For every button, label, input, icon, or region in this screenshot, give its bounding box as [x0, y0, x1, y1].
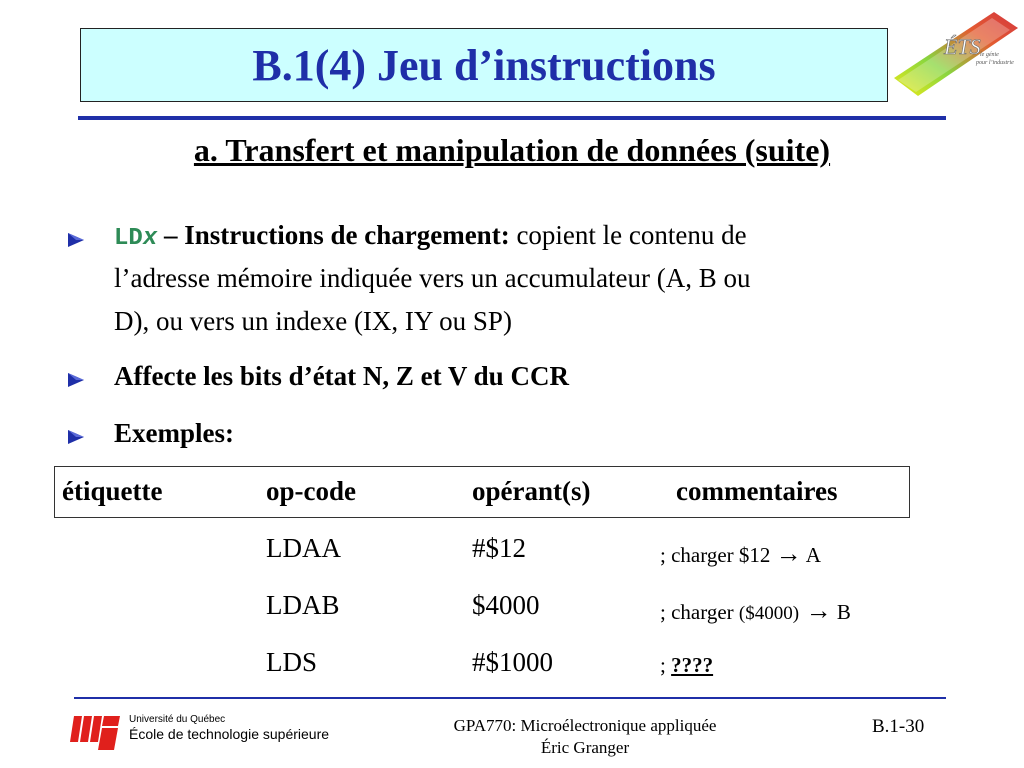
slide-title: B.1(4) Jeu d’instructions [252, 40, 716, 90]
bullet-ld-line1: LDx – Instructions de chargement: copient le contenu de [114, 220, 747, 252]
row-1-comment: ; charger $12 → A [660, 539, 821, 568]
bottom-rule [74, 697, 946, 699]
bullet-arrow-icon [66, 370, 86, 390]
ets-logo [892, 6, 1022, 106]
row-1-opcode: LDAA [266, 533, 341, 563]
arrow-right-icon: → [799, 596, 832, 625]
bullet-arrow-icon [66, 427, 86, 447]
arrow-right-icon: → [775, 539, 802, 568]
row-3-comment: ; ???? [660, 653, 714, 677]
course-name: GPA770: Microélectronique appliquée [453, 716, 717, 735]
university-name: Université du Québec [129, 714, 226, 725]
top-rule [78, 116, 946, 120]
header-comment: commentaires [676, 476, 838, 506]
section-subtitle: a. Transfert et manipulation de données (suite) [193, 132, 831, 168]
bullet-flags: Affecte les bits d’état N, Z et V du CCR [114, 361, 569, 391]
school-name: École de technologie supérieure [129, 726, 330, 742]
row-1-operand: #$12 [472, 533, 526, 563]
header-opcode: op-code [266, 476, 356, 506]
svg-text:le génie: le génie [980, 52, 999, 58]
svg-text:ÉTS: ÉTS [944, 34, 981, 59]
row-3-opcode: LDS [266, 647, 318, 677]
bullet-ld-line3: D), ou vers un indexe (IX, IY ou SP) [114, 306, 512, 336]
uq-logo [70, 712, 122, 752]
bullet-ld-heading: Instructions de chargement: [184, 220, 510, 250]
header-label: étiquette [62, 476, 163, 506]
mnemonic-ldx: LDx [114, 225, 158, 252]
bullet-examples: Exemples: [114, 418, 234, 448]
row-2-comment: ; charger ($4000) → B [660, 596, 851, 625]
row-2-operand: $4000 [472, 590, 540, 620]
bullet-ld-line2: l’adresse mémoire indiquée vers un accumulateur (A, B ou [114, 263, 751, 293]
row-2-opcode: LDAB [266, 590, 340, 620]
row-3-operand: #$1000 [472, 647, 553, 677]
bullet-ld-text: copient le contenu de [509, 220, 747, 250]
author-name: Éric Granger [540, 738, 630, 757]
svg-text:pour l’industrie: pour l’industrie [976, 60, 1014, 66]
header-operand: opérant(s) [472, 476, 591, 506]
title-box [80, 28, 888, 102]
bullet-arrow-icon [66, 230, 86, 250]
page-number: B.1-30 [872, 716, 925, 737]
